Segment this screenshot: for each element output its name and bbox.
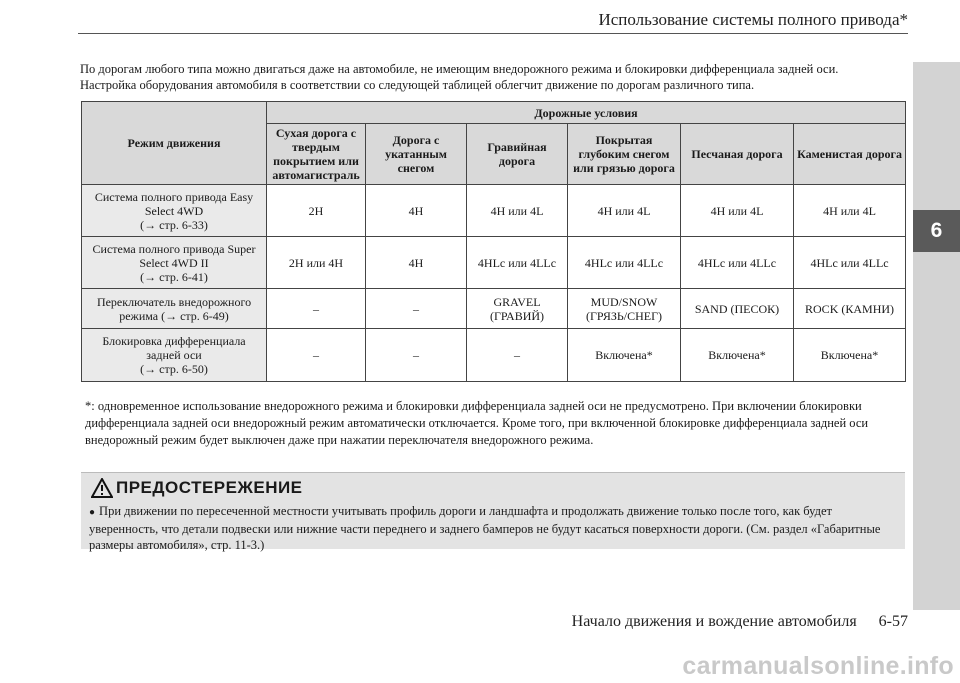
condition-rock: Каменистая дорога bbox=[794, 124, 906, 185]
warning-text: При движении по пересеченной местности учитывать профиль дороги и ландшафта и продолжать движение только после того, как будет уверенность, что детали подвески или нижние части переднего и заднего бамперов не будут касаться поверхности дороги. (См. раздел «Габаритные размеры автомобиля», стр. 11-3.) bbox=[89, 504, 881, 552]
page-header-title: Использование системы полного привода* bbox=[598, 10, 908, 29]
table-cell: GRAVEL (ГРАВИЙ) bbox=[467, 289, 568, 329]
footnote bbox=[85, 398, 905, 449]
table-cell: Включена* bbox=[794, 329, 906, 382]
condition-gravel: Гравийная дорога bbox=[467, 124, 568, 185]
warning-box bbox=[81, 472, 905, 552]
table-row bbox=[82, 289, 906, 329]
table-cell: 4HLc или 4LLc bbox=[467, 237, 568, 289]
warning-heading bbox=[91, 478, 303, 498]
table-cell: – bbox=[267, 289, 366, 329]
table-cell: Включена* bbox=[681, 329, 794, 382]
conditions-header: Дорожные условия bbox=[267, 102, 906, 124]
row-mode-ref: (→ стр. 6-33) bbox=[140, 217, 208, 232]
intro-line-1: По дорогам любого типа можно двигаться даже на автомобиле, не имеющим внедорожного режима и блокировки дифференциала задней оси. bbox=[80, 62, 839, 76]
footer-section: Начало движения и вождение автомобиля bbox=[571, 613, 857, 630]
drive-mode-table bbox=[81, 101, 906, 382]
table-cell: MUD/SNOW (ГРЯЗЬ/СНЕГ) bbox=[568, 289, 681, 329]
row-mode-cell bbox=[82, 237, 267, 289]
intro-line-2: Настройка оборудования автомобиля в соответствии со следующей таблицей облегчит движение по дорогам различного типа. bbox=[80, 78, 755, 92]
table-cell: 4H или 4L bbox=[794, 185, 906, 237]
condition-snow: Дорога с укатанным снегом bbox=[366, 124, 467, 185]
intro-text bbox=[80, 61, 890, 93]
table-row bbox=[82, 237, 906, 289]
warning-body bbox=[89, 503, 897, 553]
warning-title: ПРЕДОСТЕРЕЖЕНИЕ bbox=[116, 478, 303, 497]
row-mode-cell bbox=[82, 185, 267, 237]
condition-dry: Сухая дорога с твердым покрытием или автомагистраль bbox=[267, 124, 366, 185]
footnote-text: одновременное использование внедорожного режима и блокировки дифференциала задней оси не предусмотрено. При включении блокировки дифференциала задней оси внедорожный режим автоматически отключается. Кроме того, при включенной блокировке дифференциала задней оси внедорожный режим будет выключен даже при нажатии переключателя внедорожного режима. bbox=[85, 399, 869, 447]
bullet-icon: ● bbox=[89, 507, 96, 518]
page-number: 6-57 bbox=[878, 613, 908, 630]
table-cell: 4HLc или 4LLc bbox=[681, 237, 794, 289]
condition-sand: Песчаная дорога bbox=[681, 124, 794, 185]
table-cell: – bbox=[467, 329, 568, 382]
table-cell: 4HLc или 4LLc bbox=[794, 237, 906, 289]
table-cell: 4HLc или 4LLc bbox=[568, 237, 681, 289]
table-cell: ROCK (КАМНИ) bbox=[794, 289, 906, 329]
watermark: carmanualsonline.info bbox=[682, 652, 954, 680]
table-row bbox=[82, 329, 906, 382]
table-cell: SAND (ПЕСОК) bbox=[681, 289, 794, 329]
table-cell: 2H или 4H bbox=[267, 237, 366, 289]
chapter-tab: 6 bbox=[913, 210, 960, 252]
table-cell: 2H bbox=[267, 185, 366, 237]
mode-header: Режим движения bbox=[82, 102, 267, 185]
row-mode-cell bbox=[82, 329, 267, 382]
table-cell: 4H или 4L bbox=[568, 185, 681, 237]
table-cell: 4H или 4L bbox=[681, 185, 794, 237]
table-cell: 4H bbox=[366, 185, 467, 237]
table-cell: 4H bbox=[366, 237, 467, 289]
table-cell: – bbox=[366, 329, 467, 382]
header-divider bbox=[78, 33, 908, 34]
row-mode-ref: (→ стр. 6-50) bbox=[140, 362, 208, 376]
table-row bbox=[82, 185, 906, 237]
table-cell: – bbox=[267, 329, 366, 382]
row-mode-label: Переключатель внедорожного режима (→ стр. 6-49) bbox=[96, 294, 252, 323]
row-mode-label: Система полного привода Easy Select 4WD bbox=[94, 189, 254, 218]
table-cell: – bbox=[366, 289, 467, 329]
chapter-side-bar bbox=[913, 62, 960, 610]
page-footer bbox=[550, 613, 908, 631]
footnote-mark: *: bbox=[85, 399, 95, 413]
condition-mud: Покрытая глубоким снегом или грязью дорога bbox=[568, 124, 681, 185]
table-cell: 4H или 4L bbox=[467, 185, 568, 237]
table-cell: Включена* bbox=[568, 329, 681, 382]
row-mode-label: Блокировка дифференциала задней оси bbox=[102, 334, 246, 362]
row-mode-label: Система полного привода Super Select 4WD II bbox=[92, 241, 256, 270]
row-mode-ref: (→ стр. 6-41) bbox=[140, 269, 208, 284]
row-mode-cell bbox=[82, 289, 267, 329]
warning-triangle-icon bbox=[91, 478, 113, 498]
